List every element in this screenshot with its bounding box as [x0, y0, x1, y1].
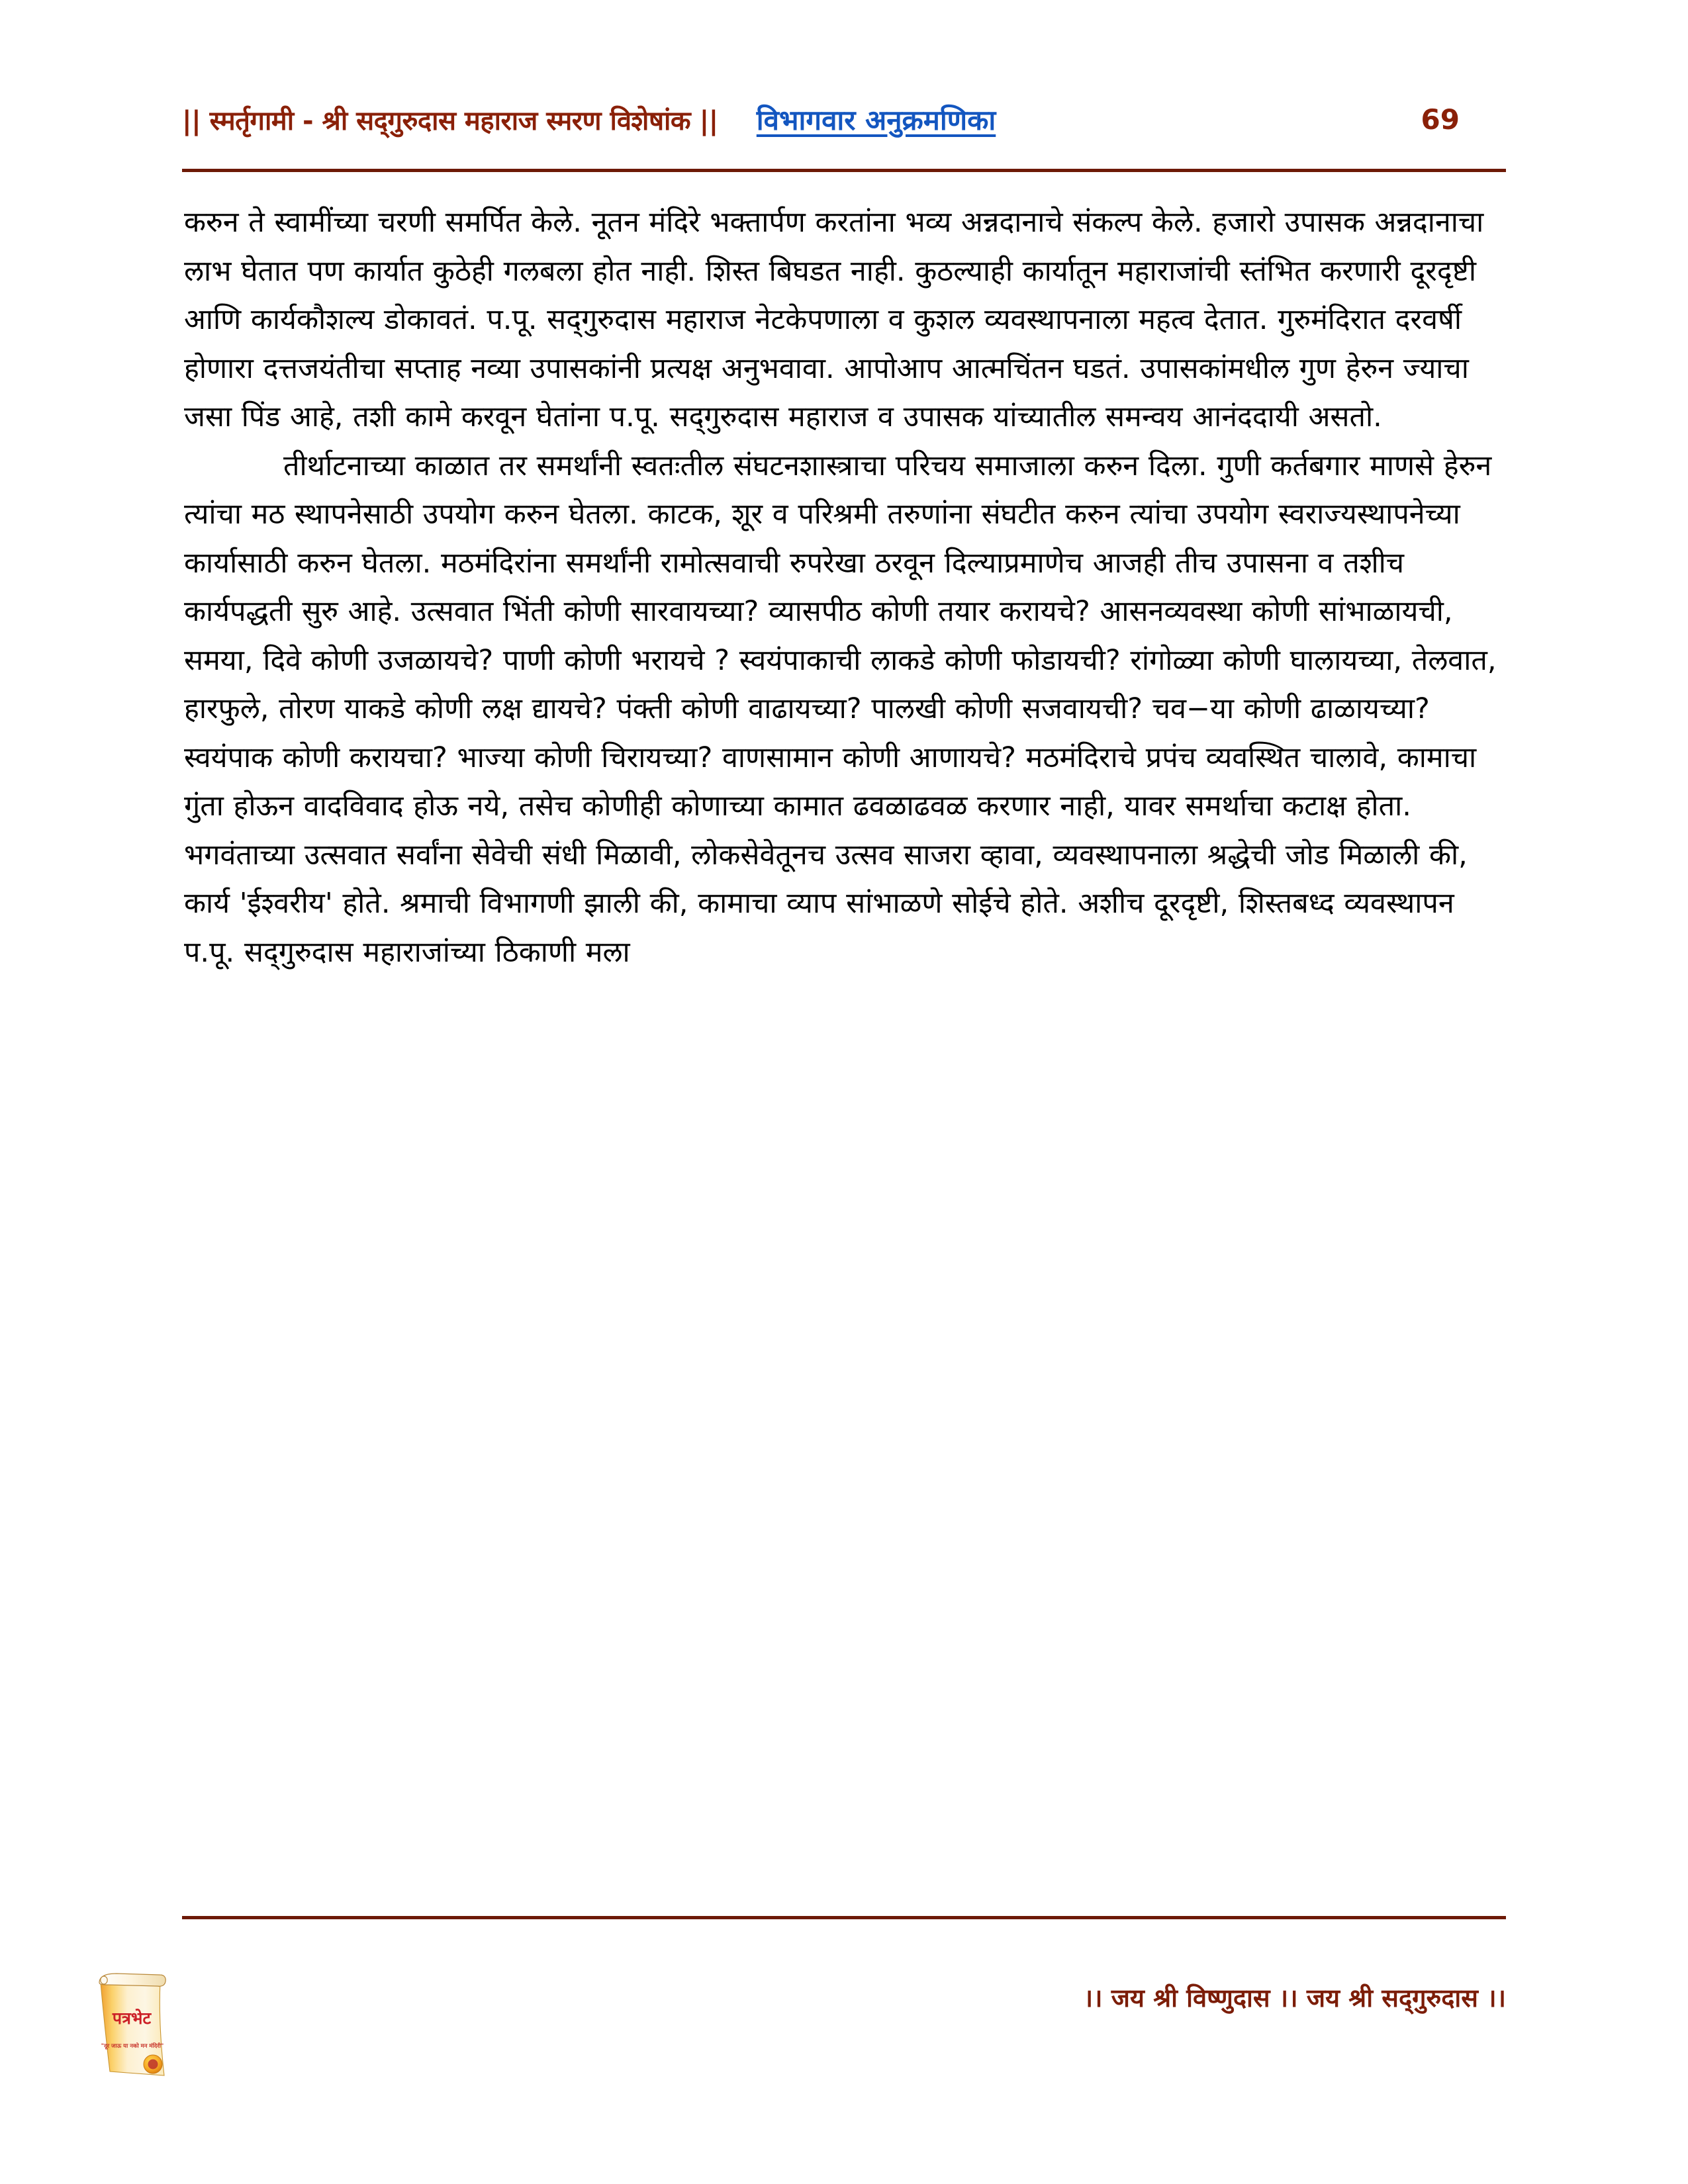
page-number: 69: [1421, 103, 1460, 136]
index-link[interactable]: विभागवार अनुक्रमणिका: [756, 103, 996, 136]
page-content: [184, 199, 1505, 977]
logo-tagline-text: "दूर जाऊ या नको मन मंदिरी": [101, 2043, 164, 2050]
scroll-icon: [86, 1966, 179, 2078]
scroll-roll-end: [101, 1976, 107, 1984]
paragraph-2-wrapper: [184, 442, 1505, 978]
header-title: || स्मर्तृगामी - श्री सद्‌गुरुदास महाराज स्मरण विशेषांक ||: [182, 105, 718, 136]
paragraph-1: करुन ते स्वामींच्या चरणी समर्पित केले. नूतन मंदिरे भक्तार्पण करतांना भव्य अन्नदानाचे संकल्प केले. हजारो उपासक अन्नदानाचा लाभ घेतात पण कार्यात कुठेही गलबला होत नाही. शिस्त बिघडत नाही. कुठल्याही कार्यातून महाराजांची स्तंभित करणारी दूरदृष्टी आणि कार्यकौशल्य डोकावतं. प.पू. सद्‌गुरुदास महाराज नेटकेपणाला व कुशल व्यवस्थापनाला महत्व देतात. गुरुमंदिरात दरवर्षी होणारा दत्तजयंतीचा सप्ताह नव्या उपासकांनी प्रत्यक्ष अनुभवावा. आपोआप आत्मचिंतन घडतं. उपासकांमधील गुण हेरुन ज्याचा जसा पिंड आहे, तशी कामे करवून घेतांना प.पू. सद्‌गुरुदास महाराज व उपासक यांच्यातील समन्वय आनंददायी असतो.: [184, 206, 1484, 433]
logo-title-text: पत्रभेट: [112, 2009, 152, 2028]
patrabhet-logo: [86, 1966, 179, 2078]
scroll-roll: [99, 1974, 165, 1986]
seal-inner: [148, 2060, 158, 2070]
paragraph-2: तीर्थाटनाच्या काळात तर समर्थांनी स्वतःतील संघटनशास्त्राचा परिचय समाजाला करुन दिला. गुणी कर्तबगार माणसे हेरुन त्यांचा मठ स्थापनेसाठी उपयोग करुन घेतला. काटक, शूर व परिश्रमी तरुणांना संघटीत करुन त्यांचा उपयोग स्वराज्यस्थापनेच्या कार्यासाठी करुन घेतला. मठमंदिरांना समर्थांनी रामोत्सवाची रुपरेखा ठरवून दिल्याप्रमाणेच आजही तीच उपासना व तशीच कार्यपद्धती सुरु आहे. उत्सवात भिंती कोणी सारवायच्या? व्यासपीठ कोणी तयार करायचे? आसनव्यवस्था कोणी सांभाळायची, समया, दिवे कोणी उजळायचे? पाणी कोणी भरायचे ? स्वयंपाकाची लाकडे कोणी फोडायची? रांगोळ्या कोणी घालायच्या, तेलवात, हारफुले, तोरण याकडे कोणी लक्ष द्यायचे? पंक्ती कोणी वाढायच्या? पालखी कोणी सजवायची? चव−या कोणी ढाळायच्या? स्वयंपाक कोणी करायचा? भाज्या कोणी चिरायच्या? वाणसामान कोणी आणायचे? मठमंदिराचे प्रपंच व्यवस्थित चालावे, कामाचा गुंता होऊन वादविवाद होऊ नये, तसेच कोणीही कोणाच्या कामात ढवळाढवळ करणार नाही, यावर समर्थाचा कटाक्ष होता. भगवंताच्या उत्सवात सर्वांना सेवेची संधी मिळावी, लोकसेवेतूनच उत्सव साजरा व्हावा, व्यवस्थापनाला श्रद्धेची जोड मिळाली की, कार्य 'ईश्वरीय' होते. श्रमाची विभागणी झाली की, कामाचा व्याप सांभाळणे सोईचे होते. अशीच दूरदृष्टी, शिस्तबध्द व्यवस्थापन प.पू. सद्‌गुरुदास महाराजांच्या ठिकाणी मला: [184, 449, 1497, 969]
footer-mantra: ।। जय श्री विष्णुदास ।। जय श्री सद्‌गुरुदास ।।: [1083, 1983, 1506, 2013]
footer-divider-rule: [182, 1916, 1506, 1919]
page-header: [182, 93, 1506, 146]
header-divider-rule: [182, 169, 1506, 172]
page-footer: [101, 1939, 1506, 2071]
